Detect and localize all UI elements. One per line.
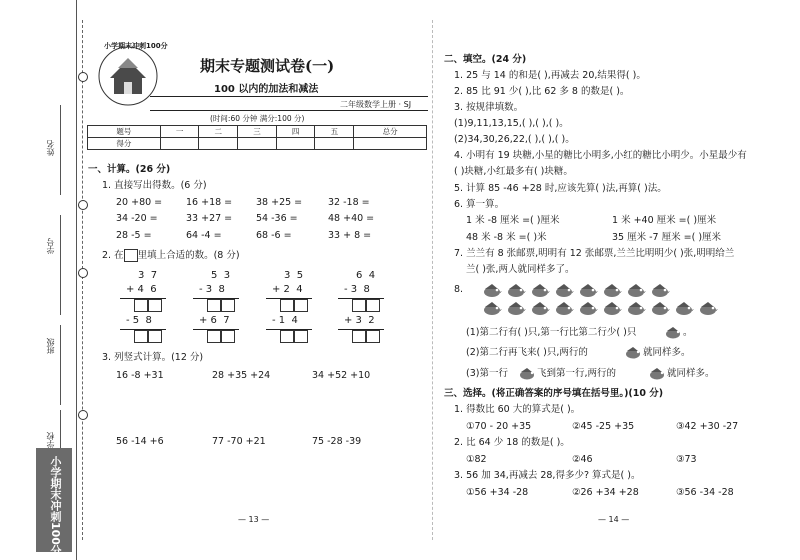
binding-hole	[78, 200, 88, 210]
op-second: + 6 7	[199, 315, 230, 326]
q2-op	[266, 270, 326, 340]
fill-line: 2. 85 比 91 少( ),比 62 多 8 的数是( )。	[454, 86, 630, 97]
answer-box[interactable]	[366, 299, 380, 312]
student-id-label: 学号	[46, 238, 55, 254]
q1-item: 68 -6 =	[256, 230, 292, 241]
fill-line: (1)第二行有( )只,第一行比第二行少( )只	[466, 327, 637, 338]
page-subtitle: 100 以内的加法和减法	[214, 84, 319, 95]
bird-icon	[602, 283, 622, 302]
page-number-left: — 13 —	[238, 515, 270, 524]
choice-question: 1. 得数比 60 大的算式是( )。	[454, 404, 581, 415]
bird-icon	[674, 301, 694, 320]
page-title: 期末专题测试卷(一)	[200, 57, 335, 75]
op-top: 5 3	[211, 270, 231, 281]
fill-line: ( )块糖,小红最多有( )块糖。	[454, 166, 573, 177]
bird-icon	[578, 301, 598, 320]
fill-line: 7. 兰兰有 8 张邮票,明明有 12 张邮票,兰兰比明明少( )张,明明给兰	[454, 248, 735, 259]
answer-box[interactable]	[294, 330, 308, 343]
bird-icon	[626, 283, 646, 302]
bird-icon	[530, 283, 550, 302]
score-header: 总分	[354, 126, 427, 138]
op-second: + 3 2	[344, 315, 375, 326]
q1-item: 54 -36 =	[256, 213, 298, 224]
op-first: + 2 4	[272, 284, 303, 295]
fill-line: 1. 25 与 14 的和是( ),再减去 20,结果得( )。	[454, 70, 646, 81]
bird-row-1	[482, 283, 672, 299]
q3-item: 16 -8 +31	[116, 370, 164, 381]
fill-line: 就同样多。	[643, 347, 691, 358]
bird-icon	[650, 301, 670, 320]
binding-hole	[78, 72, 88, 82]
op-top: 3 7	[138, 270, 158, 281]
q3-item: 75 -28 -39	[312, 436, 362, 447]
q1-item: 28 -5 =	[116, 230, 152, 241]
q3-item: 56 -14 +6	[116, 436, 164, 447]
fill-line: 3. 按规律填数。	[454, 102, 524, 113]
fill-line: 4. 小明有 19 块糖,小星的糖比小明多,小红的糖比小明少。小星最少有	[454, 150, 747, 161]
q1-item: 38 +25 =	[256, 197, 303, 208]
answer-box[interactable]	[221, 299, 235, 312]
fill-line: (2)第二行再飞来( )只,两行的	[466, 347, 588, 358]
time-info: (时间:60 分钟 满分:100 分)	[210, 114, 305, 123]
score-table	[87, 125, 427, 150]
fill-line: 1 米 +40 厘米 =( )厘米	[612, 215, 717, 226]
q3-title: 3. 列竖式计算。(12 分)	[102, 352, 204, 363]
answer-box[interactable]	[352, 299, 366, 312]
op-first: - 3 8	[199, 284, 225, 295]
q1-item: 32 -18 =	[328, 197, 370, 208]
answer-box[interactable]	[148, 299, 162, 312]
answer-box[interactable]	[280, 299, 294, 312]
class-label: 班级	[46, 338, 55, 354]
answer-box[interactable]	[207, 299, 221, 312]
answer-box[interactable]	[134, 299, 148, 312]
q1-item: 33 + 8 =	[328, 230, 372, 241]
q1-item: 48 +40 =	[328, 213, 375, 224]
q1-item: 16 +18 =	[186, 197, 233, 208]
choice-question: 2. 比 64 少 18 的数是( )。	[454, 437, 570, 448]
score-header: 三	[238, 126, 277, 138]
binding-hole	[78, 268, 88, 278]
q1-item: 64 -4 =	[186, 230, 222, 241]
bird-icon	[648, 366, 666, 380]
q1-item: 20 +80 =	[116, 197, 163, 208]
bird-icon	[554, 283, 574, 302]
fill-line: 6. 算一算。	[454, 199, 505, 210]
choice-question: 3. 56 加 34,再减去 28,得多少? 算式是( )。	[454, 470, 641, 481]
fill-line: 5. 计算 85 -46 +28 时,应该先算( )法,再算( )法。	[454, 183, 667, 194]
section-3-title: 三、选择。(将正确答案的序号填在括号里。)(10 分)	[444, 388, 664, 399]
choice-option[interactable]: ①70 - 20 +35	[466, 421, 532, 432]
choice-option[interactable]: ③73	[676, 454, 697, 465]
bird-row-2	[482, 301, 722, 317]
score-header: 题号	[88, 126, 161, 138]
brand-band-text: 小学期末冲刺100分	[49, 456, 62, 556]
grade-label: 二年级数学上册 · SJ	[340, 100, 412, 109]
bird-icon	[482, 301, 502, 320]
q3-item: 77 -70 +21	[212, 436, 266, 447]
fill-line: 48 米 -8 米 =( )米	[466, 232, 547, 243]
bird-icon	[530, 301, 550, 320]
logo-arc-text: 小学期末冲刺100分	[104, 42, 168, 50]
score-header: 二	[199, 126, 238, 138]
answer-box[interactable]	[366, 330, 380, 343]
q1-item: 33 +27 =	[186, 213, 233, 224]
answer-box[interactable]	[148, 330, 162, 343]
q1-item: 34 -20 =	[116, 213, 158, 224]
bird-icon	[554, 301, 574, 320]
fill-line: (1)9,11,13,15,( ),( ),( )。	[454, 118, 569, 129]
score-cell[interactable]	[354, 138, 427, 150]
bird-icon	[650, 283, 670, 302]
score-cell[interactable]	[160, 138, 199, 150]
bird-icon	[578, 283, 598, 302]
score-row-label: 得分	[88, 138, 161, 150]
answer-box[interactable]	[294, 299, 308, 312]
q2-op	[338, 270, 398, 340]
fill-line: 兰( )张,两人就同样多了。	[466, 264, 575, 275]
choice-option[interactable]: ②45 -25 +35	[572, 421, 635, 432]
score-header: 四	[276, 126, 315, 138]
choice-option[interactable]: ②46	[572, 454, 593, 465]
q1-title: 1. 直接写出得数。(6 分)	[102, 180, 207, 191]
fill-line: 就同样多。	[667, 368, 715, 379]
bird-icon	[518, 366, 536, 380]
choice-option[interactable]: ③42 +30 -27	[676, 421, 739, 432]
choice-option[interactable]: ③56 -34 -28	[676, 487, 734, 498]
bird-icon	[506, 283, 526, 302]
op-second: - 1 4	[272, 315, 298, 326]
bird-icon	[698, 301, 718, 320]
bird-icon	[626, 301, 646, 320]
house-logo-icon	[96, 44, 160, 108]
q2-title-a: 2. 在	[102, 250, 124, 261]
fill-line: 。	[683, 327, 693, 338]
answer-box[interactable]	[207, 330, 221, 343]
page-number-right: — 14 —	[598, 515, 630, 524]
q2-title-b: 里填上合适的数。(8 分)	[137, 250, 240, 261]
bird-icon	[506, 301, 526, 320]
op-first: + 4 6	[126, 284, 157, 295]
answer-box[interactable]	[221, 330, 235, 343]
q2-title	[102, 249, 240, 262]
op-top: 3 5	[284, 270, 304, 281]
fill-line: 8.	[454, 284, 464, 295]
q2-op	[193, 270, 253, 340]
op-second: - 5 8	[126, 315, 152, 326]
name-label: 姓名	[46, 140, 55, 156]
answer-box-icon	[124, 249, 138, 262]
score-cell[interactable]	[276, 138, 315, 150]
choice-option[interactable]: ①82	[466, 454, 487, 465]
bird-icon	[664, 325, 682, 339]
fill-line: (3)第一行	[466, 368, 508, 379]
answer-box[interactable]	[134, 330, 148, 343]
score-cell[interactable]	[238, 138, 277, 150]
bird-icon	[482, 283, 502, 302]
score-header: 一	[160, 126, 199, 138]
op-first: - 3 8	[344, 284, 370, 295]
score-cell[interactable]	[199, 138, 238, 150]
binding-strip	[0, 0, 88, 560]
fill-line: 35 厘米 -7 厘米 =( )厘米	[612, 232, 722, 243]
section-1-title: 一、计算。(26 分)	[88, 164, 171, 175]
q2-op	[120, 270, 180, 340]
section-2-title: 二、填空。(24 分)	[444, 54, 527, 65]
fill-line: 飞到第一行,两行的	[537, 368, 617, 379]
q3-item: 28 +35 +24	[212, 370, 271, 381]
fill-line: 1 米 -8 厘米 =( )厘米	[466, 215, 560, 226]
fill-line: (2)34,30,26,22,( ),( ),( )。	[454, 134, 575, 145]
answer-box[interactable]	[280, 330, 294, 343]
op-top: 6 4	[356, 270, 376, 281]
binding-hole	[78, 410, 88, 420]
score-header: 五	[315, 126, 354, 138]
score-cell[interactable]	[315, 138, 354, 150]
bird-icon	[602, 301, 622, 320]
q3-item: 34 +52 +10	[312, 370, 371, 381]
answer-box[interactable]	[352, 330, 366, 343]
school-label: 学校	[46, 432, 55, 448]
bird-icon	[624, 345, 642, 359]
choice-option[interactable]: ②26 +34 +28	[572, 487, 639, 498]
choice-option[interactable]: ①56 +34 -28	[466, 487, 529, 498]
